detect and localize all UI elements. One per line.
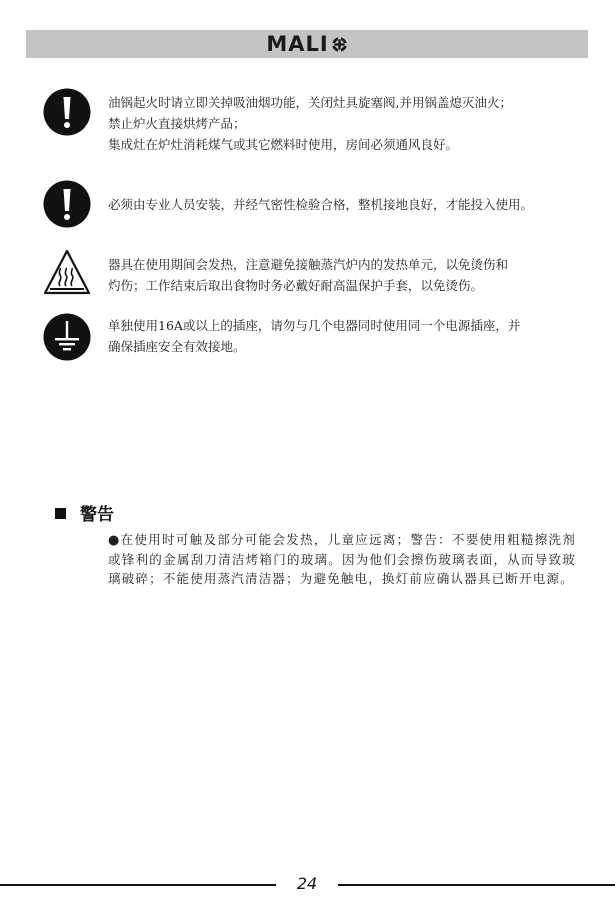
warning-line: 器具在使用期间会发热，注意避免接触蒸汽炉内的发热单元，以免烫伤和: [108, 257, 509, 272]
brand-logo: [26, 32, 588, 56]
exclamation-icon: [43, 88, 91, 136]
footer-rule-left: [0, 884, 276, 886]
footer-rule-right: [338, 884, 615, 886]
warning-line: 必须由专业人员安装，并经气密性检验合格，整机接地良好，才能投入使用。: [108, 197, 534, 212]
exclamation-icon: [43, 180, 91, 228]
section-heading: [55, 500, 114, 525]
warning-line: 集成灶在炉灶消耗煤气或其它燃料时使用，房间必须通风良好。: [108, 137, 459, 152]
warning-text-4: [108, 315, 578, 357]
warning-line: 灼伤；工作结束后取出食物时务必戴好耐高温保护手套，以免烫伤。: [108, 278, 484, 293]
bullet-icon: ●: [108, 533, 121, 548]
warning-text-3: [108, 254, 578, 296]
warning-text-1: [108, 92, 578, 155]
square-bullet-icon: [55, 508, 66, 519]
ground-icon: [43, 313, 91, 361]
brand-mark-icon: [331, 36, 348, 53]
warning-line: 油锅起火时请立即关掉吸油烟功能，关闭灶具旋塞阀,并用锅盖熄灭油火；: [108, 95, 512, 110]
section-paragraph: 在使用时可触及部分可能会发热，儿童应远离；警告：不要使用粗糙擦洗剂或锋利的金属刮刀清洁烤箱门的玻璃。因为他们会擦伤玻璃表面，从而导致玻璃破碎；不能使用蒸汽清洁器；为避免触电，换灯前应确认器具已断开电源。: [108, 532, 577, 586]
section-body: [108, 530, 576, 588]
page-number: 24: [296, 874, 318, 893]
header-bar: [26, 30, 588, 58]
section-title: 警告: [80, 505, 114, 525]
warning-line: 禁止炉火直接烘烤产品；: [108, 116, 246, 131]
warning-line: 单独使用16A或以上的插座，请勿与几个电器同时使用同一个电源插座，并: [108, 318, 521, 333]
warning-text-2: [108, 194, 578, 215]
hot-surface-icon: [43, 248, 91, 296]
warning-line: 确保插座安全有效接地。: [108, 339, 246, 354]
brand-name: MALI: [266, 32, 329, 56]
